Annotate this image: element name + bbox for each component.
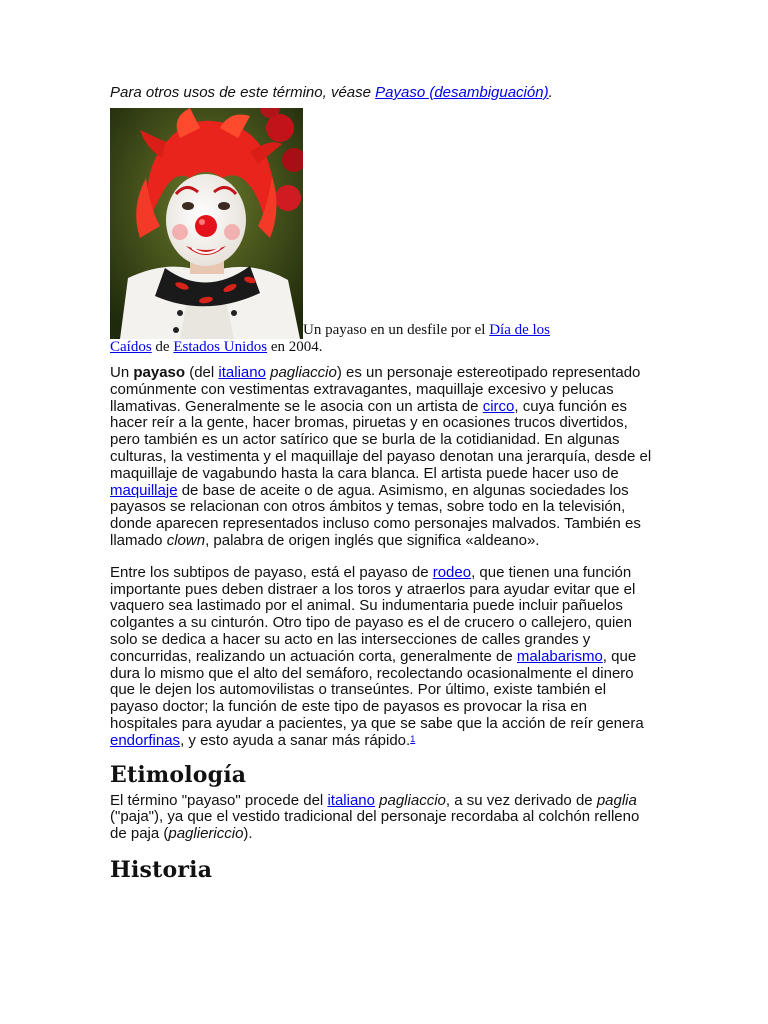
link-italiano[interactable]: italiano [218,364,266,381]
subtypes-paragraph [110,565,658,750]
text: El término "payaso" procede del [110,791,328,809]
link-circo[interactable]: circo [482,397,515,415]
term-paglia: paglia [596,791,637,809]
text: Entre los subtipos de payaso, está el payaso de [110,563,433,581]
text: , que dura lo mismo que el alto del semáforo, recolectando ocasionalmente el dinero que le dejen los automovilistas o transeúntes. Por último, existe también el payaso doctor; la función de este tipo de payasos es provocar la risa en hospitales para ayudar a pacientes, ya que se sabe que la acción de reír genera [110,647,644,732]
term-pagliericcio: pagliericcio [168,825,244,843]
caption-text-de: de [151,339,174,355]
link-endorfinas[interactable]: endorfinas [110,731,181,749]
text: Un [110,364,134,381]
heading-etimologia: Etimología [110,761,247,788]
text: , cuya función es hacer reír a la gente, hacer bromas, piruetas y en ocasiones trucos divertidos, pero también es un actor satírico que se burla de la cotidianidad. En algunas culturas, la vestimenta y el maquillaje del payaso denotan una jerarquía, desde el maquillaje de vagabundo hasta la cara blanca. El artista puede hacer uso de [110,397,652,482]
link-rodeo[interactable]: rodeo [432,563,472,581]
term-payaso: payaso [133,364,186,381]
clown-photo [110,108,303,339]
text: , a su vez derivado de [445,791,597,809]
article-content [110,84,658,888]
term-pagliaccio: pagliaccio [270,364,337,381]
link-malabarismo[interactable]: malabarismo [516,647,603,665]
caption-text-year: en 2004. [267,339,323,355]
caption-link-dia-de-los-caidos[interactable]: Día de los Caídos [110,322,551,355]
link-italiano-etymology[interactable]: italiano [327,791,375,809]
clown-photo-drawing [110,108,303,339]
text: (del [185,364,219,381]
text: ("paja"), ya que el vestido tradicional del personaje recordaba al colchón relleno de paja ( [110,808,640,843]
link-maquillaje[interactable]: maquillaje [110,481,178,499]
figure [110,108,570,356]
heading-historia: Historia [110,856,213,883]
caption-link-estados-unidos[interactable]: Estados Unidos [173,339,268,355]
etymology-paragraph [110,793,658,843]
disambiguation-hatnote [110,84,658,102]
text: , que tienen una función importante pues deben distraer a los toros y atraerlos para ayudar evitar que el vaquero sea lastimado por el animal. Su indumentaria puede incluir pañuelos colgantes a su cinturón. Otro tipo de payaso es el de crucero o callejero, quien solo se dedica a hacer su acto en las intersecciones de calles grandes y concurridas, realizando un actuación corta, generalmente de [110,563,636,665]
hatnote-suffix: . [548,84,553,101]
term-pagliaccio: pagliaccio [379,791,446,809]
text: de base de aceite o de agua. Asimismo, en algunas sociedades los payasos se relacionan con otros ámbitos y temas, sobre todo en la televisión, donde aparecen representados incluso como personajes malvados. También es llamado [110,481,641,549]
text: ) es un personaje estereotipado representado comúnmente con vestimentas extravagantes, maquillaje excesivo y pelucas llamativas. Generalmente se le asocia con un artista de [110,364,641,415]
hatnote-prefix: Para otros usos de este término, véase [110,84,376,101]
text: , palabra de origen inglés que significa «aldeano». [205,531,540,549]
footnote-link[interactable]: 1 [410,733,416,744]
caption-text: Un payaso en un desfile por el [303,322,490,338]
intro-paragraph [110,365,658,550]
text: , y esto ayuda a sanar más rápido. [180,731,411,749]
term-clown: clown [166,531,206,549]
text: ). [243,825,253,843]
disambiguation-link[interactable]: Payaso (desambiguación) [375,84,549,101]
